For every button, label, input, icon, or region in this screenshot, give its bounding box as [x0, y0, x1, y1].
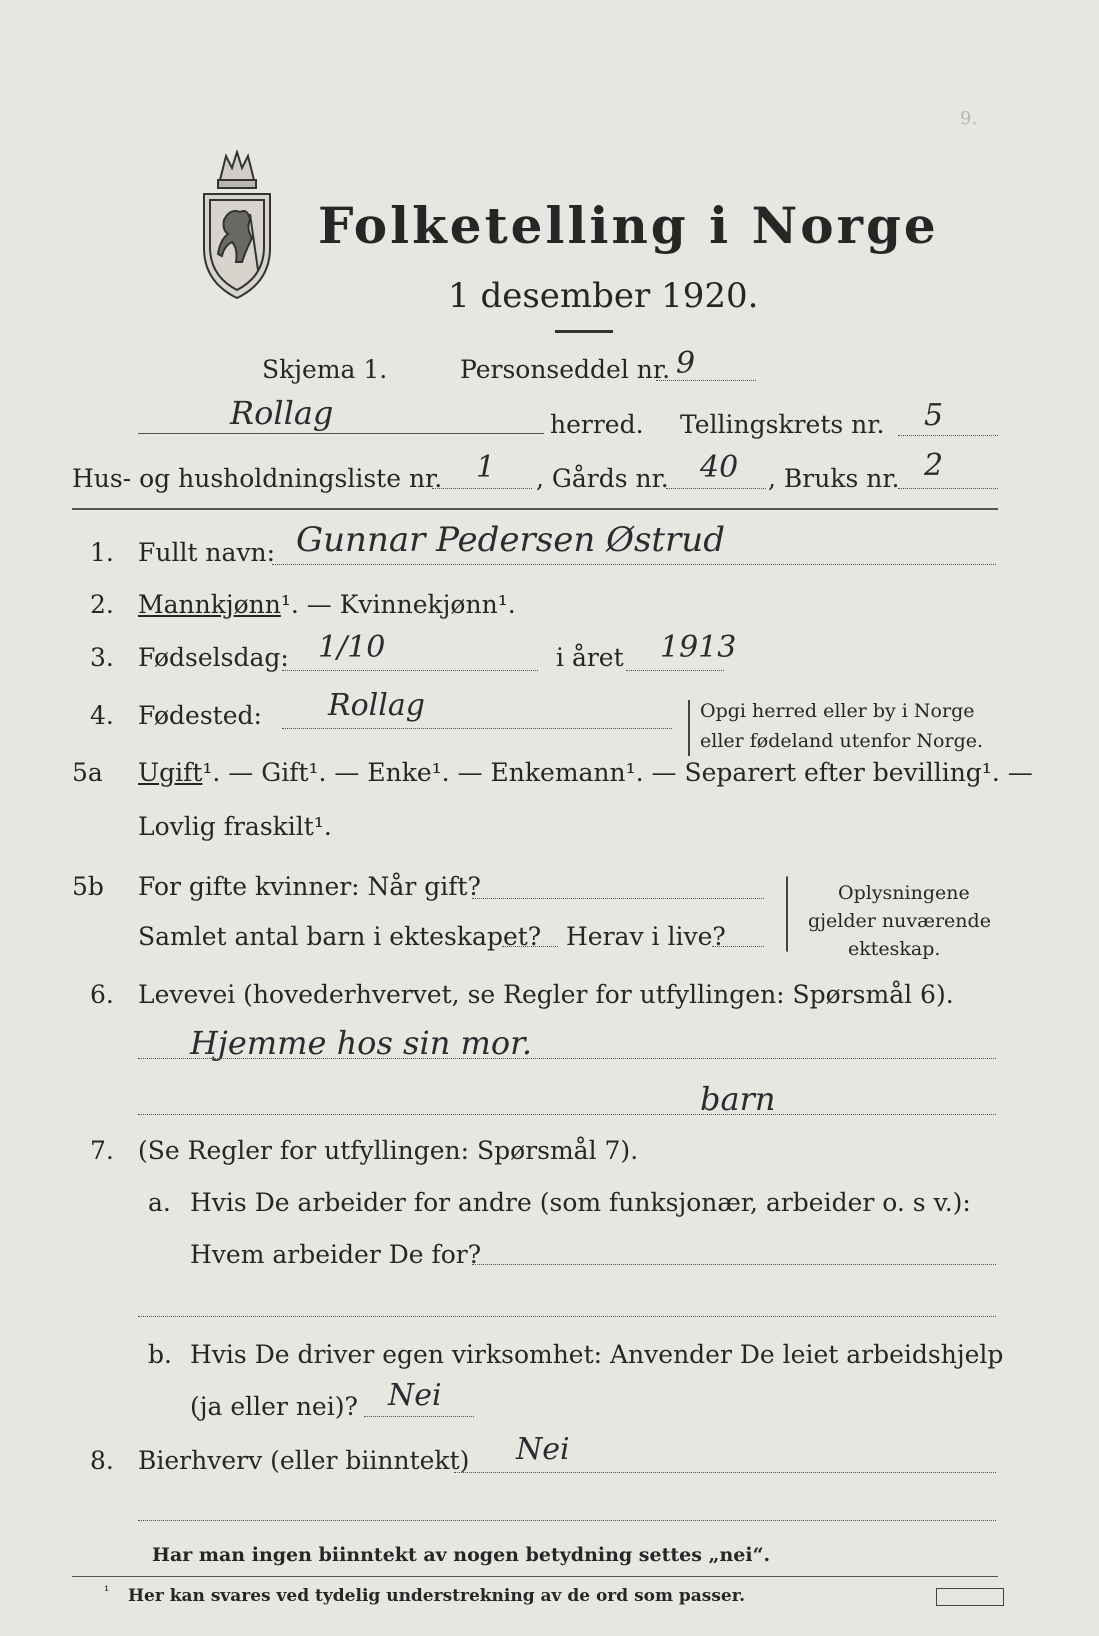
form-title: Folketelling i Norge: [318, 196, 939, 255]
q1-label: Fullt navn:: [138, 538, 276, 567]
bruks-line: [898, 488, 998, 489]
q6-label: Levevei (hovederhvervet, se Regler for utfyllingen: Spørsmål 6).: [138, 980, 954, 1009]
q5a-line1: [138, 758, 1033, 787]
q2-end: ¹.: [497, 590, 516, 619]
q4-bracket: [688, 700, 690, 756]
hus-line: [432, 488, 532, 489]
q8-answer-line: [454, 1472, 996, 1473]
skjema-label: Skjema 1.: [262, 355, 388, 384]
q5b-bracket: [786, 876, 788, 952]
q8-label: Bierhverv (eller biinntekt): [138, 1446, 470, 1475]
q3-line: [282, 670, 538, 671]
q4-line: [282, 728, 672, 729]
q1-number: 1.: [90, 538, 114, 567]
gards-label: , Gårds nr.: [536, 464, 669, 493]
q7a-extra-line: [138, 1316, 996, 1317]
q5b-line1: For gifte kvinner: Når gift?: [138, 872, 481, 901]
q5b-line2a: Samlet antal barn i ekteskapet?: [138, 922, 542, 951]
q7b-value: Nei: [388, 1378, 442, 1413]
q4-number: 4.: [90, 701, 114, 730]
footnote-mark: ¹: [104, 1584, 110, 1599]
q3-label: Fødselsdag:: [138, 643, 289, 672]
q6-line-2: [138, 1114, 996, 1115]
q2-female: Kvinnekjønn: [339, 590, 498, 619]
q6-value-2: barn: [700, 1080, 776, 1118]
q2-male: Mannkjønn: [138, 590, 281, 619]
q5a-rest: ¹. — Gift¹. — Enke¹. — Enkemann¹. — Separert efter bevilling¹. —: [202, 758, 1033, 787]
q5b-line2b: Herav i live?: [566, 922, 726, 951]
q5b-number: 5b: [72, 872, 104, 901]
q2-line: [138, 590, 516, 619]
gards-value: 40: [700, 450, 739, 485]
q5b-note-1: Oplysningene: [838, 882, 970, 904]
q1-line: [272, 564, 996, 565]
q5b-note-3: ekteskap.: [848, 938, 941, 960]
herred-label: herred.: [550, 410, 644, 439]
q5b-children-line: [502, 946, 558, 947]
q3-value: 1/10: [318, 630, 386, 665]
printer-stamp-icon: [936, 1588, 1004, 1606]
q7-label: (Se Regler for utfyllingen: Spørsmål 7).: [138, 1136, 639, 1165]
hus-label: Hus- og husholdningsliste nr.: [72, 464, 443, 493]
q7b-line1: Hvis De driver egen virksomhet: Anvender De leiet arbeidshjelp: [190, 1340, 1004, 1369]
q6-number: 6.: [90, 980, 114, 1009]
herred-value: Rollag: [230, 394, 334, 432]
q4-note-2: eller fødeland utenfor Norge.: [700, 730, 984, 752]
q4-label: Fødested:: [138, 701, 262, 730]
q4-value: Rollag: [328, 688, 425, 723]
personseddel-value: 9: [676, 346, 696, 381]
tellingskrets-line: [898, 435, 998, 436]
personseddel-line: [656, 380, 756, 381]
bleed-through: 9.: [960, 108, 978, 129]
personseddel-label: Personseddel nr.: [460, 355, 671, 384]
q3-year-line: [626, 670, 724, 671]
title-rule: [555, 330, 613, 333]
header-divider: [72, 508, 998, 510]
q7a-letter: a.: [148, 1188, 171, 1217]
footnote-text: Her kan svares ved tydelig understrekning av de ord som passer.: [128, 1586, 746, 1606]
q7b-letter: b.: [148, 1340, 172, 1369]
q3-year-label: i året: [556, 643, 624, 672]
q3-year-value: 1913: [660, 630, 737, 665]
q7a-line2: Hvem arbeider De for?: [190, 1240, 482, 1269]
q2-number: 2.: [90, 590, 114, 619]
q6-line-1: [138, 1058, 996, 1059]
q5a-number: 5a: [72, 758, 103, 787]
q7-number: 7.: [90, 1136, 114, 1165]
hus-value: 1: [476, 450, 496, 485]
gards-line: [666, 488, 766, 489]
bruks-value: 2: [924, 448, 944, 483]
tellingskrets-value: 5: [924, 398, 944, 433]
herred-line: [138, 433, 544, 434]
q7b-line2: (ja eller nei)?: [190, 1392, 358, 1421]
q6-value-1: Hjemme hos sin mor.: [190, 1024, 533, 1062]
tellingskrets-label: Tellingskrets nr.: [680, 410, 885, 439]
q8-extra-line: [138, 1520, 996, 1521]
footer-rule: [72, 1576, 998, 1577]
q5b-alive-line: [712, 946, 764, 947]
q7a-line1: Hvis De arbeider for andre (som funksjonær, arbeider o. s v.):: [190, 1188, 971, 1217]
bruks-label: , Bruks nr.: [768, 464, 900, 493]
q5a-ugift: Ugift: [138, 758, 203, 787]
q8-value: Nei: [516, 1432, 570, 1467]
q1-value: Gunnar Pedersen Østrud: [296, 520, 725, 560]
q5a-line2: Lovlig fraskilt¹.: [138, 812, 332, 841]
q8-note: Har man ingen biinntekt av nogen betydning settes „nei“.: [152, 1544, 771, 1566]
q3-number: 3.: [90, 643, 114, 672]
q4-note-1: Opgi herred eller by i Norge: [700, 700, 975, 722]
q7b-answer-line: [364, 1416, 474, 1417]
q7a-answer-line: [472, 1264, 996, 1265]
q5b-note-2: gjelder nuværende: [808, 910, 991, 932]
q5b-married-line: [472, 898, 764, 899]
q8-number: 8.: [90, 1446, 114, 1475]
coat-of-arms-icon: [196, 150, 278, 302]
q2-sep: ¹. —: [280, 590, 340, 619]
census-date: 1 desember 1920.: [448, 276, 759, 316]
